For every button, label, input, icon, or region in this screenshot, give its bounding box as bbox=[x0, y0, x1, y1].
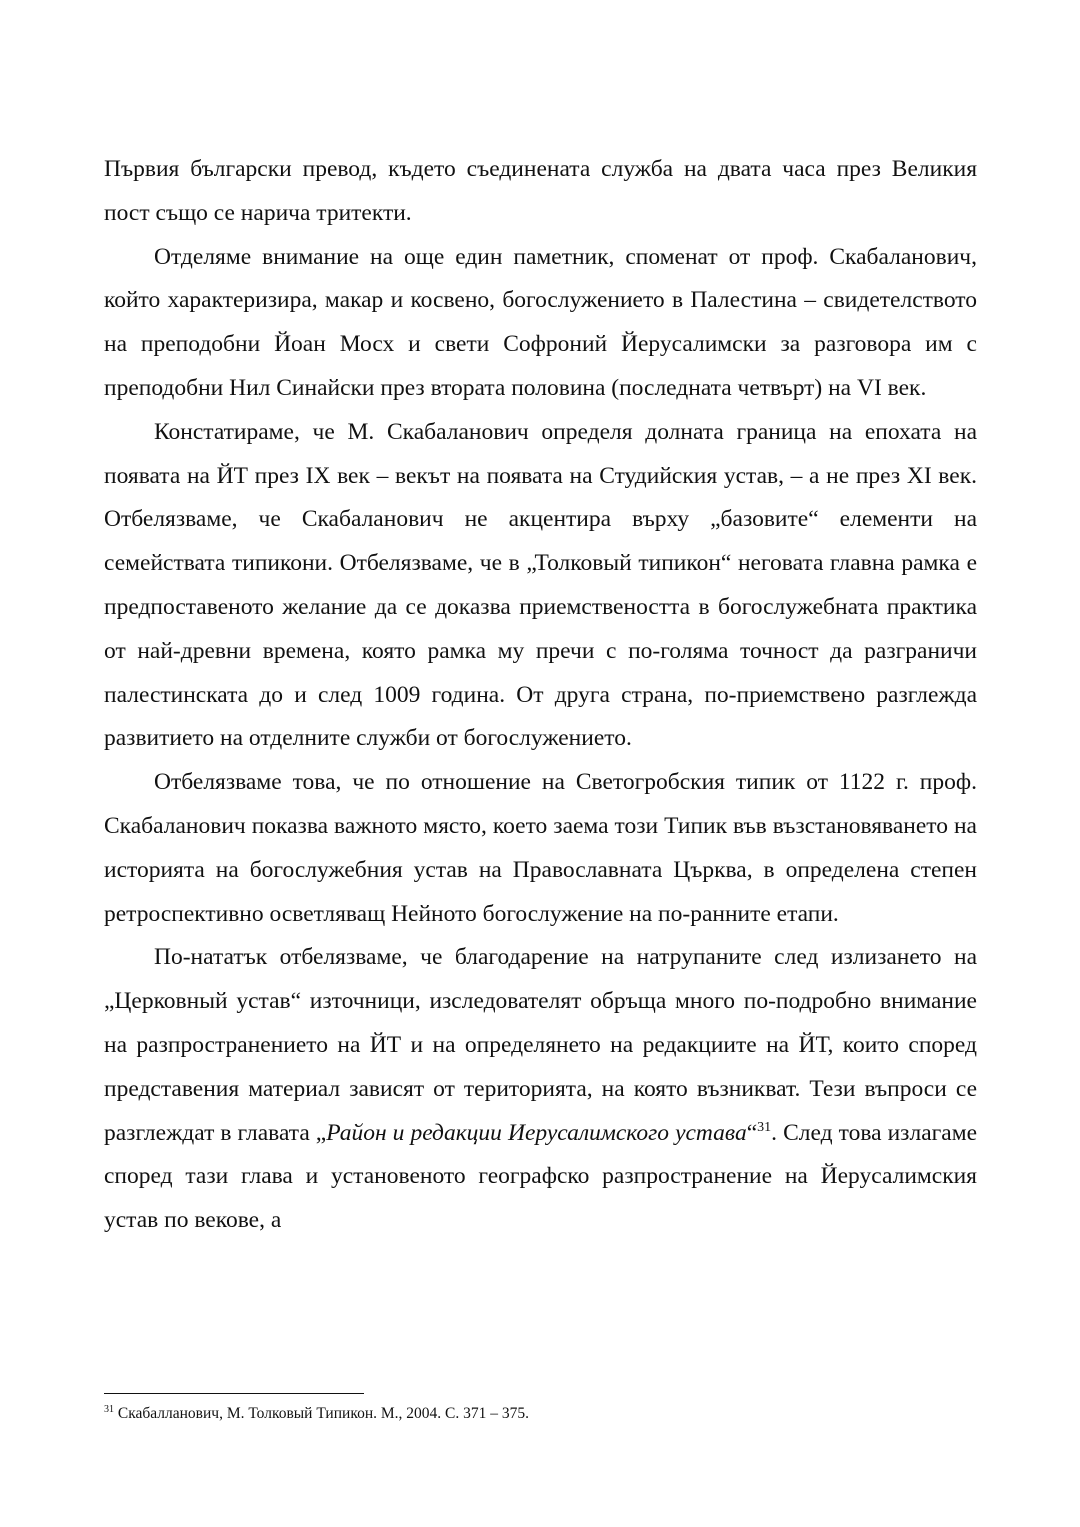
paragraph-5-text-start: По-нататък отбелязваме, че благодарение на натрупаните след излизането на „Церковный устав“ източници, изследователят обръща много по-подробно внимание на разпространението на ЙТ и на определянето на редакциите на ЙТ, които според представения материал зависят от територията, на която възникват. Тези въпроси се разглеждат в главата „ bbox=[104, 944, 977, 1146]
footnote-separator bbox=[104, 1393, 364, 1394]
body-text bbox=[104, 148, 977, 1243]
paragraph-1: Първия български превод, където съединената служба на двата часа през Великия пост също се нарича тритекти. bbox=[104, 156, 977, 226]
footnote-number: 31 bbox=[104, 1403, 114, 1415]
paragraph-2: Отделяме внимание на още един паметник, споменат от проф. Скабаланович, който характеризира, макар и косвено, богослужението в Палестина – свидетелството на преподобни Йоан Мосх и свети Софроний Йерусалимски за разговора им с преподобни Нил Синайски през втората половина (последната четвърт) на VI век. bbox=[104, 243, 977, 401]
paragraph-4: Отбелязваме това, че по отношение на Светогробския типик от 1122 г. проф. Скабаланович показва важното място, което заема този Типик във възстановяването на историята на богослужебния устав на Православната Църква, в определена степен ретроспективно осветляващ Нейното богослужение на по-ранните етапи. bbox=[104, 769, 977, 927]
footnote-text: Скабалланович, М. Толковый Типикон. М., 2004. С. 371 – 375. bbox=[114, 1405, 529, 1422]
paragraph-3: Констатираме, че М. Скабаланович определя долната граница на епохата на появата на ЙТ през IX век – векът на появата на Студийския устав, – а не през XI век. Отбелязваме, че Скабаланович не акцентира върху „базовите“ елементи на семействата типикони. Отбелязваме, че в „Толковый типикон“ неговата главна рамка е предпоставеното желание да се доказва приемствеността в богослужебната практика от най-древни времена, която рамка му пречи с по-голяма точност да разграничи палестинската до и след 1009 година. От друга страна, по-приемствено разглежда развитието на отделните служби от богослужението. bbox=[104, 418, 977, 752]
chapter-title-italic: Район и редакции Иерусалимского устава bbox=[326, 1119, 747, 1146]
footnote-reference[interactable]: 31 bbox=[757, 1119, 772, 1135]
paragraph-5-text-end: . След това излагаме според тази глава и установеното географско разпространение на Йерусалимския устав по векове, а bbox=[104, 1119, 977, 1234]
closing-quote: “ bbox=[746, 1119, 758, 1146]
paragraph-5 bbox=[104, 936, 977, 1243]
footnote bbox=[104, 1404, 977, 1424]
